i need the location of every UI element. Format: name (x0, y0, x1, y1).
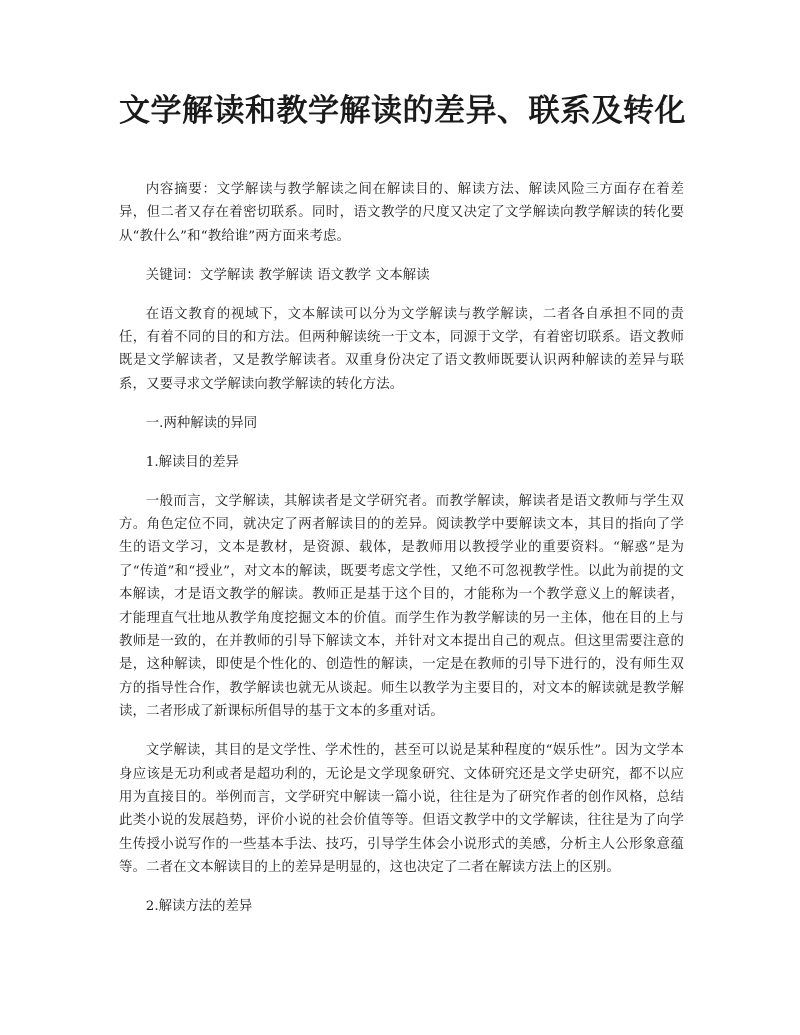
document-body (119, 178, 684, 934)
body-paragraph-2: 文学解读，其目的是文学性、学术性的，甚至可以说是某种程度的“娱乐性”。因为文学本身应该是无功利或者是超功利的，无论是文学现象研究、文体研究还是文学史研究，都不以应用为直接目的。举例而言，文学研究中解读一篇小说，往往是为了研究作者的创作风格，总结此类小说的发展趋势，评价小说的社会价值等等。但语文教学中的文学解读，往往是为了向学生传授小说写作的一些基本手法、技巧，引导学生体会小说形式的美感，分析主人公形象意蕴等。二者在文本解读目的上的差异是明显的，这也决定了二者在解读方法上的区别。 (119, 743, 684, 876)
subsection-heading-2: 2.解读方法的差异 (145, 899, 253, 915)
document-title: 文学解读和教学解读的差异、联系及转化 (119, 93, 686, 129)
keywords-paragraph: 关键词：文学解读 教学解读 语文教学 文本解读 (145, 267, 430, 283)
body-paragraph-1: 一般而言，文学解读，其解读者是文学研究者。而教学解读，解读者是语文教师与学生双方。角色定位不同，就决定了两者解读目的的差异。阅读教学中要解读文本，其目的指向了学生的语文学习，文本是教材，是资源、载体，是教师用以教授学业的重要资料。“解惑”是为了“传道”和“授业”，对文本的解读，既要考虑文学性，又绝不可忽视教学性。以此为前提的文本解读，才是语文教学的解读。教师正是基于这个目的，才能称为一个教学意义上的解读者，才能理直气壮地从教学角度挖掘文本的价值。而学生作为教学解读的另一主体，他在目的上与教师是一致的，在并教师的引导下解读文本，并针对文本提出自己的观点。但这里需要注意的是，这种解读，即使是个性化的、创造性的解读，一定是在教师的引导下进行的，没有师生双方的指导性合作，教学解读也就无从谈起。师生以教学为主要目的，对文本的解读就是教学解读，二者形成了新课标所倡导的基于文本的多重对话。 (119, 493, 684, 720)
abstract-paragraph: 内容摘要：文学解读与教学解读之间在解读目的、解读方法、解读风险三方面存在着差异，但二者又存在着密切联系。同时，语文教学的尺度又决定了文学解读向教学解读的转化要从“教什么”和“教给谁”两方面来考虑。 (119, 182, 684, 244)
intro-paragraph: 在语文教育的视域下，文本解读可以分为文学解读与教学解读，二者各自承担不同的责任，有着不同的目的和方法。但两种解读统一于文本，同源于文学，有着密切联系。语文教师既是文学解读者，又是教学解读者。双重身份决定了语文教师既要认识两种解读的差异与联系，又要寻求文学解读向教学解读的转化方法。 (119, 306, 684, 392)
subsection-heading-1: 1.解读目的差异 (145, 454, 239, 470)
section-heading-1: 一.两种解读的异同 (145, 415, 258, 431)
